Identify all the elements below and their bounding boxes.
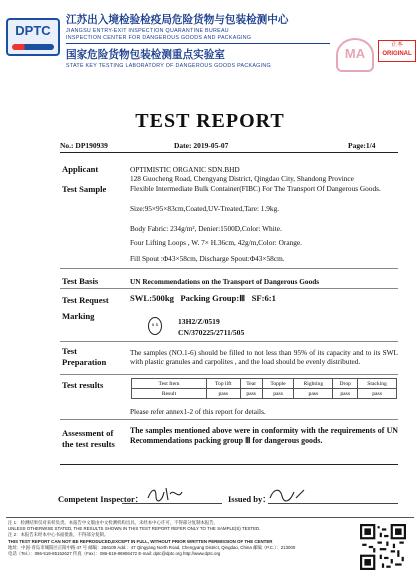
table-cell: Top lift [207, 379, 241, 389]
divider-4 [60, 374, 398, 375]
footer-line-3: 注 2：本报告未经本中心书面批准，不得部分复制。 [8, 532, 109, 538]
results-note: Please refer annex1-2 of this report for details. [130, 407, 266, 416]
table-cell: pass [207, 389, 241, 399]
logo-text: DPTC [15, 23, 51, 38]
divider-2 [60, 288, 398, 289]
divider-1 [60, 268, 398, 269]
prep-label-1: Test [62, 346, 77, 356]
table-cell: Drop [333, 379, 358, 389]
footer-line-5: 地址：中国·青岛市城阳区正阳中路 47 号 邮编：266109 Add.：47 Qingyang North Road, Chengyang District, Qingdao, China 邮编（P.C.）：213000 [8, 544, 296, 550]
dptc-logo [6, 18, 60, 56]
applicant-address: 128 Guocheng Road, Chengyang District, Qingdao City, Shandong Province [130, 174, 354, 183]
table-cell: pass [262, 389, 294, 399]
spouts: Fill Spout :Φ43×58cm, Discharge Spout:Φ43×58cm. [130, 254, 285, 263]
table-cell: pass [294, 389, 333, 399]
test-basis-value: UN Recommendations on the Transport of Dangerous Goods [130, 277, 320, 286]
table-cell: pass [240, 389, 262, 399]
issued-signature [268, 486, 308, 504]
footer-notes [8, 520, 324, 557]
divider-6 [60, 464, 398, 465]
prep-value: The samples (NO.1-6) should be filled to not less than 95% of its capacity and to its SWL with plastic granules and carpolites , and the load should be evenly distributed. [130, 348, 398, 367]
inspector-label: Competent Inspector： [58, 494, 144, 504]
test-request-value: SWL:500kg Packing Group:Ⅲ SF:6:1 [130, 293, 276, 303]
test-results-label: Test results [62, 380, 104, 390]
table-cell: Stacking [358, 379, 397, 389]
title-rule [60, 152, 398, 153]
logo-wave-icon [12, 44, 54, 50]
applicant-label: Applicant [62, 164, 99, 174]
body-fabric: Body Fabric: 234g/m², Denier:1500D,Color: White. [130, 224, 282, 233]
assessment-label-2: the test results [62, 439, 115, 449]
table-cell: pass [358, 389, 397, 399]
marking-line-2: CN/370225/2711/505 [178, 328, 245, 337]
divider-3 [60, 341, 398, 342]
qr-code-icon [360, 524, 406, 570]
marking-line-1: 13H2/Z/0519 [178, 317, 220, 326]
inspector-signature [146, 484, 186, 504]
table-cell: Righting [294, 379, 333, 389]
report-page: Page:1/4 [348, 141, 376, 150]
header-rule [66, 43, 330, 44]
footer-line-1: 注 1：检测结果仅对来样负责。本报告中文版由中文检测机构出具，未经本中心许可，不得部分复制本报告。 [8, 520, 219, 525]
footer-line-4: THIS TEST REPORT CAN NOT BE REPRODUCED,EXCEPT IN FULL, WITHOUT PRIOR WRITTEN PERMISSION OF THE CENTER [8, 538, 273, 544]
header-title-cn: 江苏出入境检验检疫局危险货物与包装检测中心 [66, 14, 289, 26]
lifting-loops: Four Lifting Loops , W. 7× H.36cm, 42g/m,Color: Orange. [130, 238, 302, 247]
marking-label: Marking [62, 311, 95, 321]
header-subtitle-1: JIANGSU ENTRY-EXIT INSPECTION QUARANTINE BUREAU [66, 28, 229, 34]
assessment-value: The samples mentioned above were in conformity with the requirements of UN Recommendations packing group Ⅲ for dangerous goods. [130, 426, 398, 445]
table-cell: Result [132, 389, 207, 399]
table-row [132, 379, 397, 389]
table-cell: pass [333, 389, 358, 399]
results-table [131, 378, 397, 399]
report-number: No.: DP190939 [60, 141, 108, 150]
report-date: Date: 2019-05-07 [174, 141, 229, 150]
header-subtitle-2: INSPECTION CENTER FOR DANGEROUS GOODS AND PACKAGING [66, 35, 252, 41]
issued-label: Issued by： [228, 494, 271, 504]
applicant-name: OPTIMISTIC ORGANIC SDN.BHD [130, 165, 240, 174]
divider-5 [60, 419, 398, 420]
test-request-label: Test Request [62, 295, 109, 305]
test-sample-label: Test Sample [62, 184, 107, 194]
original-stamp [378, 40, 416, 62]
table-cell: Topple [262, 379, 294, 389]
table-cell: Test Item [132, 379, 207, 389]
header-title-cn-2: 国家危险货物包装检测重点实验室 [66, 49, 225, 61]
table-row [132, 389, 397, 399]
sample-description: Flexible Intermediate Bulk Container(FIBC) For The Transport Of Dangerous Goods. [130, 184, 381, 193]
table-cell: Tear [240, 379, 262, 389]
footer-rule [6, 517, 414, 518]
original-stamp-cn: 正本 [390, 42, 403, 48]
sample-size: Size:95×95×83cm,Coated,UV-Treated,Tare: 1.9kg. [130, 204, 280, 213]
test-basis-label: Test Basis [62, 276, 99, 286]
report-title: TEST REPORT [135, 110, 285, 132]
ma-stamp: MA [336, 38, 374, 72]
un-symbol-icon: u n [148, 317, 162, 335]
footer-line-2: UNLESS OTHERWISE STATED, THE RESULTS SHOWN IN THIS TEST REPORT REFER ONLY TO THE SAMPLE(S) TESTED. [8, 526, 261, 532]
original-stamp-en: ORIGINAL [382, 51, 412, 57]
assessment-label-1: Assessment of [62, 428, 114, 438]
footer-line-6: 电话（Tel.）：086-519-85152627 传真（Fax）：086-519-86906472 E-mail: dptc@dptc.org http://www.dptc.org [8, 551, 221, 557]
prep-label-2: Preparation [62, 357, 107, 367]
header-subtitle-3: STATE KEY TESTING LABORATORY OF DANGEROUS GOODS PACKAGING [66, 63, 271, 69]
